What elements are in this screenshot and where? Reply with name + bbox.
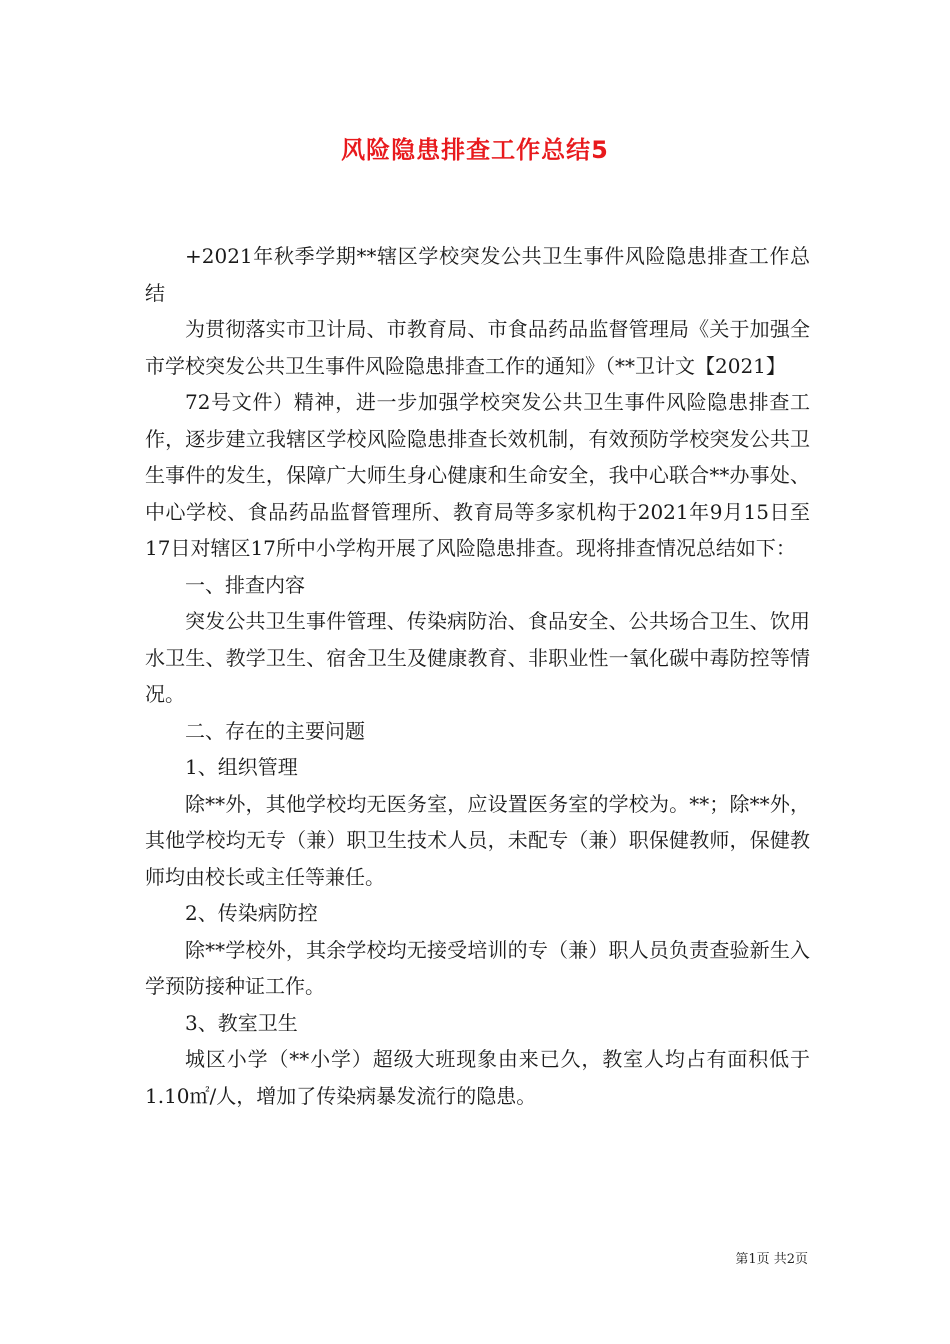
section-heading: 一、排查内容 bbox=[185, 572, 305, 597]
document-body bbox=[145, 238, 810, 1114]
paragraph: 除**学校外，其余学校均无接受培训的专（兼）职人员负责查验新生入学预防接种证工作。 bbox=[145, 937, 810, 998]
section-heading: 二、存在的主要问题 bbox=[185, 718, 365, 743]
paragraph: 城区小学（**小学）超级大班现象由来已久，教室人均占有面积低于1.10㎡/人，增加了传染病暴发流行的隐患。 bbox=[145, 1047, 810, 1108]
paragraph: 突发公共卫生事件管理、传染病防治、食品安全、公共场合卫生、饮用水卫生、教学卫生、宿舍卫生及健康教育、非职业性一氧化碳中毒防控等情况。 bbox=[145, 609, 810, 706]
paragraph: 除**外，其他学校均无医务室，应设置医务室的学校为。**；除**外，其他学校均无专（兼）职卫生技术人员，未配专（兼）职保健教师，保健教师均由校长或主任等兼任。 bbox=[145, 791, 810, 889]
subsection-heading: 1、组织管理 bbox=[185, 755, 298, 779]
paragraph: 72号文件）精神，进一步加强学校突发公共卫生事件风险隐患排查工作，逐步建立我辖区学校风险隐患排查长效机制，有效预防学校突发公共卫生事件的发生，保障广大师生身心健康和生命安全，我中心联合**办事处、中心学校、食品药品监督管理所、教育局等多家机构于2021年9月15日至17日对辖区17所中小学构开展了风险隐患排查。现将排查情况总结如下： bbox=[145, 390, 810, 560]
subsection-heading: 3、教室卫生 bbox=[185, 1010, 298, 1035]
paragraph: 为贯彻落实市卫计局、市教育局、市食品药品监督管理局《关于加强全市学校突发公共卫生事件风险隐患排查工作的通知》（**卫计文【2021】 bbox=[145, 317, 810, 378]
document-title: 风险隐患排查工作总结5 bbox=[341, 136, 609, 164]
subsection-heading: 2、传染病防控 bbox=[185, 901, 318, 925]
page-number-footer: 第1页 共2页 bbox=[735, 1252, 808, 1267]
paragraph: +2021年秋季学期**辖区学校突发公共卫生事件风险隐患排查工作总结 bbox=[145, 244, 810, 305]
